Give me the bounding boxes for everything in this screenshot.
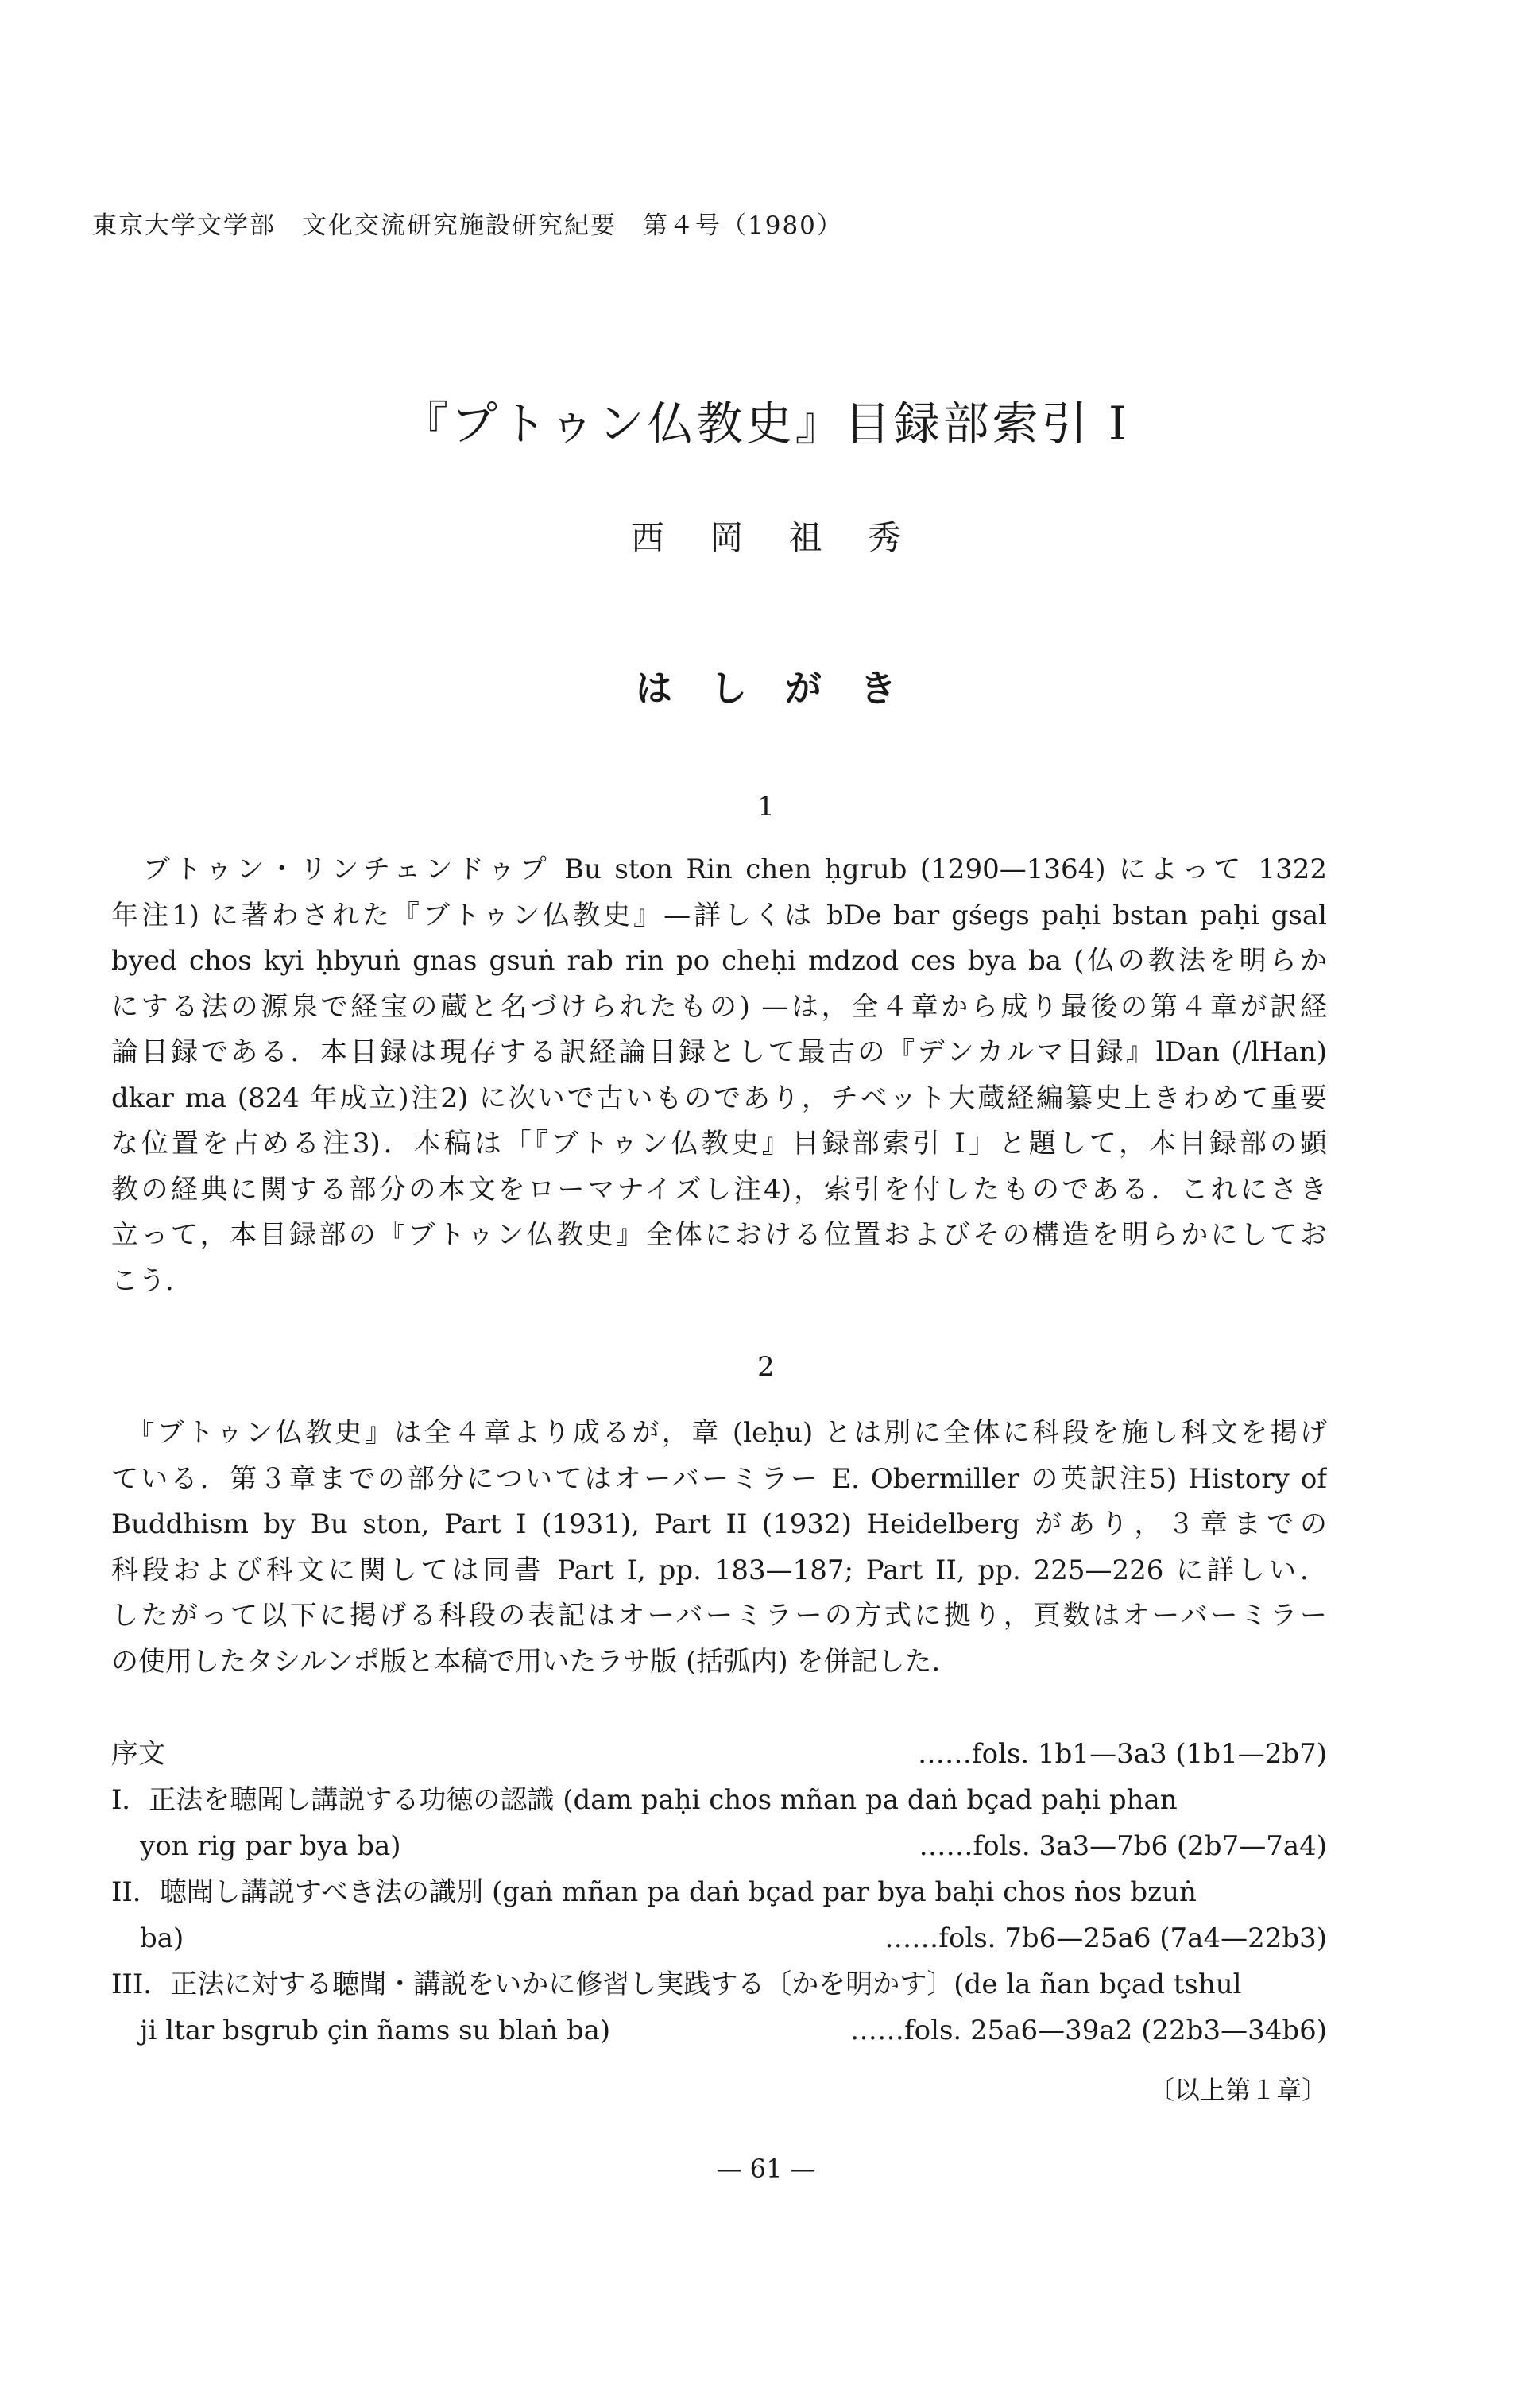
- outline-row: [111, 1915, 1327, 1961]
- para1-line: 教の経典に関する部分の本文をローマナイズし注4)，索引を付したものである．これにさき: [111, 1173, 1327, 1206]
- author-name: 西 岡 祖 秀: [630, 518, 902, 557]
- para1-line: 年注1) に著わされた『ブトゥン仏教史』—詳しくは bDe bar gśegs paḥi bstan paḥi gsal: [111, 899, 1327, 931]
- para2-line: Buddhism by Bu ston, Part I (1931), Part II (1932) Heidelberg があり，３章までの: [111, 1508, 1327, 1540]
- outline-label: ba): [140, 1922, 184, 1954]
- para1-line: にする法の源泉で経宝の蔵と名づけられたもの) —は，全４章から成り最後の第４章が訳経: [111, 990, 1327, 1023]
- outline-label: I．正法を聴聞し講説する功徳の認識 (dam paḥi chos mñan pa daṅ bçad paḥi phan: [111, 1784, 1178, 1816]
- outline-row: [111, 1731, 1327, 1777]
- outline-folios: ……fols. 25a6—39a2 (22b3—34b6): [850, 2015, 1327, 2046]
- outline-folios: ……fols. 3a3—7b6 (2b7—7a4): [919, 1830, 1327, 1862]
- para2-line: 科段および科文に関しては同書 Part I, pp. 183—187; Part II, pp. 225—226 に詳しい．: [111, 1554, 1327, 1586]
- para1-line: dkar ma (824 年成立)注2) に次いで古いものであり，チベット大蔵経編纂史上きわめて重要: [111, 1082, 1327, 1114]
- outline-folios: ……fols. 7b6—25a6 (7a4—22b3): [884, 1922, 1327, 1954]
- section-number-2: 2: [757, 1351, 775, 1383]
- chapter-end-mark: 〔以上第１章〕: [1148, 2075, 1327, 2105]
- para1-line: 論目録である．本目録は現存する訳経論目録として最古の『デンカルマ目録』lDan (/lHan): [111, 1036, 1327, 1068]
- para2-line: したがって以下に掲げる科段の表記はオーバーミラーの方式に拠り，頁数はオーバーミラー: [111, 1600, 1327, 1632]
- para1-line: byed chos kyi ḥbyuṅ gnas gsuṅ rab rin po cheḥi mdzod ces bya ba (仏の教法を明らか: [111, 945, 1327, 977]
- para1-line: 立って，本目録部の『ブトゥン仏教史』全体における位置およびその構造を明らかにしてお: [111, 1219, 1327, 1251]
- para1-line: こう．: [111, 1264, 192, 1297]
- paper-title: 『プトゥン仏教史』目録部索引 I: [402, 397, 1130, 451]
- journal-header: 東京大学文学部 文化交流研究施設研究紀要 第４号（1980）: [92, 211, 843, 240]
- outline-label: yon rig par bya ba): [140, 1830, 401, 1862]
- outline-label: III．正法に対する聴聞・講説をいかに修習し実践する〔かを明かす〕(de la ñan bçad tshul: [111, 1969, 1242, 2000]
- para1-line: ブトゥン・リンチェンドゥプ Bu ston Rin chen ḥgrub (1290—1364) によって 1322: [111, 854, 1327, 885]
- para2-line: ている．第３章までの部分についてはオーバーミラー E. Obermiller の英訳注5) History of: [111, 1462, 1327, 1495]
- para1-line: な位置を占める注3)．本稿は「『ブトゥン仏教史』目録部索引 I」と題して，本目録部の顕: [111, 1128, 1327, 1159]
- para2-line: 『ブトゥン仏教史』は全４章より成るが，章 (leḥu) とは別に全体に科段を施し科文を掲げ: [111, 1417, 1327, 1449]
- outline-row: [111, 1869, 1327, 1915]
- paragraph-2: [111, 1411, 1327, 1685]
- section-heading: は し が き: [635, 667, 897, 710]
- outline-label: 序文: [111, 1738, 165, 1770]
- page-number: — 61 —: [716, 2154, 816, 2184]
- outline-row: [111, 2007, 1327, 2054]
- outline-label: ji ltar bsgrub çin ñams su blaṅ ba): [140, 2015, 611, 2046]
- paragraph-1: [111, 847, 1327, 1304]
- outline-folios: ……fols. 1b1—3a3 (1b1—2b7): [918, 1738, 1327, 1770]
- outline-row: [111, 1823, 1327, 1869]
- outline-row: [111, 1961, 1327, 2007]
- outline-row: [111, 1777, 1327, 1823]
- section-number-1: 1: [757, 791, 775, 823]
- outline-label: II．聴聞し講説すべき法の識別 (gaṅ mñan pa daṅ bçad par bya baḥi chos ṅos bzuṅ: [111, 1876, 1197, 1908]
- para2-line: の使用したタシルンポ版と本稿で用いたラサ版 (括弧内) を併記した．: [111, 1645, 959, 1678]
- outline-list: [111, 1731, 1327, 2054]
